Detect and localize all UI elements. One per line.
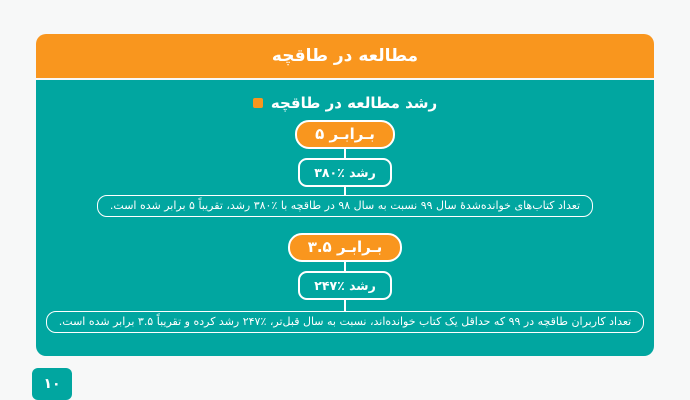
orange-square-icon — [253, 98, 263, 108]
growth-chain-users — [46, 233, 644, 333]
page-number: ۱۰ — [43, 376, 61, 392]
connector-line — [344, 187, 346, 195]
connector-line — [344, 300, 346, 311]
page-number-badge — [32, 368, 72, 400]
connector-line — [344, 262, 346, 271]
description-box-users: تعداد کاربران طاقچه در ۹۹ که حداقل یک کتاب خوانده‌اند، نسبت به سال قبل‌تر، ٪۲۴۷ رشد کرده و تقریباً ۳.۵ برابر شده است. — [46, 311, 644, 333]
header-bar — [36, 34, 654, 78]
growth-chain-books — [97, 120, 593, 217]
content-panel — [36, 80, 654, 356]
description-box-books: تعداد کتاب‌های خوانده‌شدهٔ سال ۹۹ نسبت به سال ۹۸ در طاقچه با ٪۳۸۰ رشد، تقریباً ۵ برابر شده است. — [97, 195, 593, 217]
section-title-label: رشد مطالعه در طاقچه — [270, 94, 438, 112]
multiplier-badge-users: ۳.۵ بـرابـر — [288, 233, 403, 262]
page-title: مطالعه در طاقچه — [271, 46, 419, 66]
growth-perc示ent-box-books: ۳۸۰٪ رشد — [298, 158, 392, 187]
section-title — [253, 91, 437, 115]
growth-percent-box-users: ۲۴۷٪ رشد — [298, 271, 392, 300]
multiplier-badge-books: ۵ بـرابـر — [295, 120, 395, 149]
connector-line — [344, 149, 346, 158]
